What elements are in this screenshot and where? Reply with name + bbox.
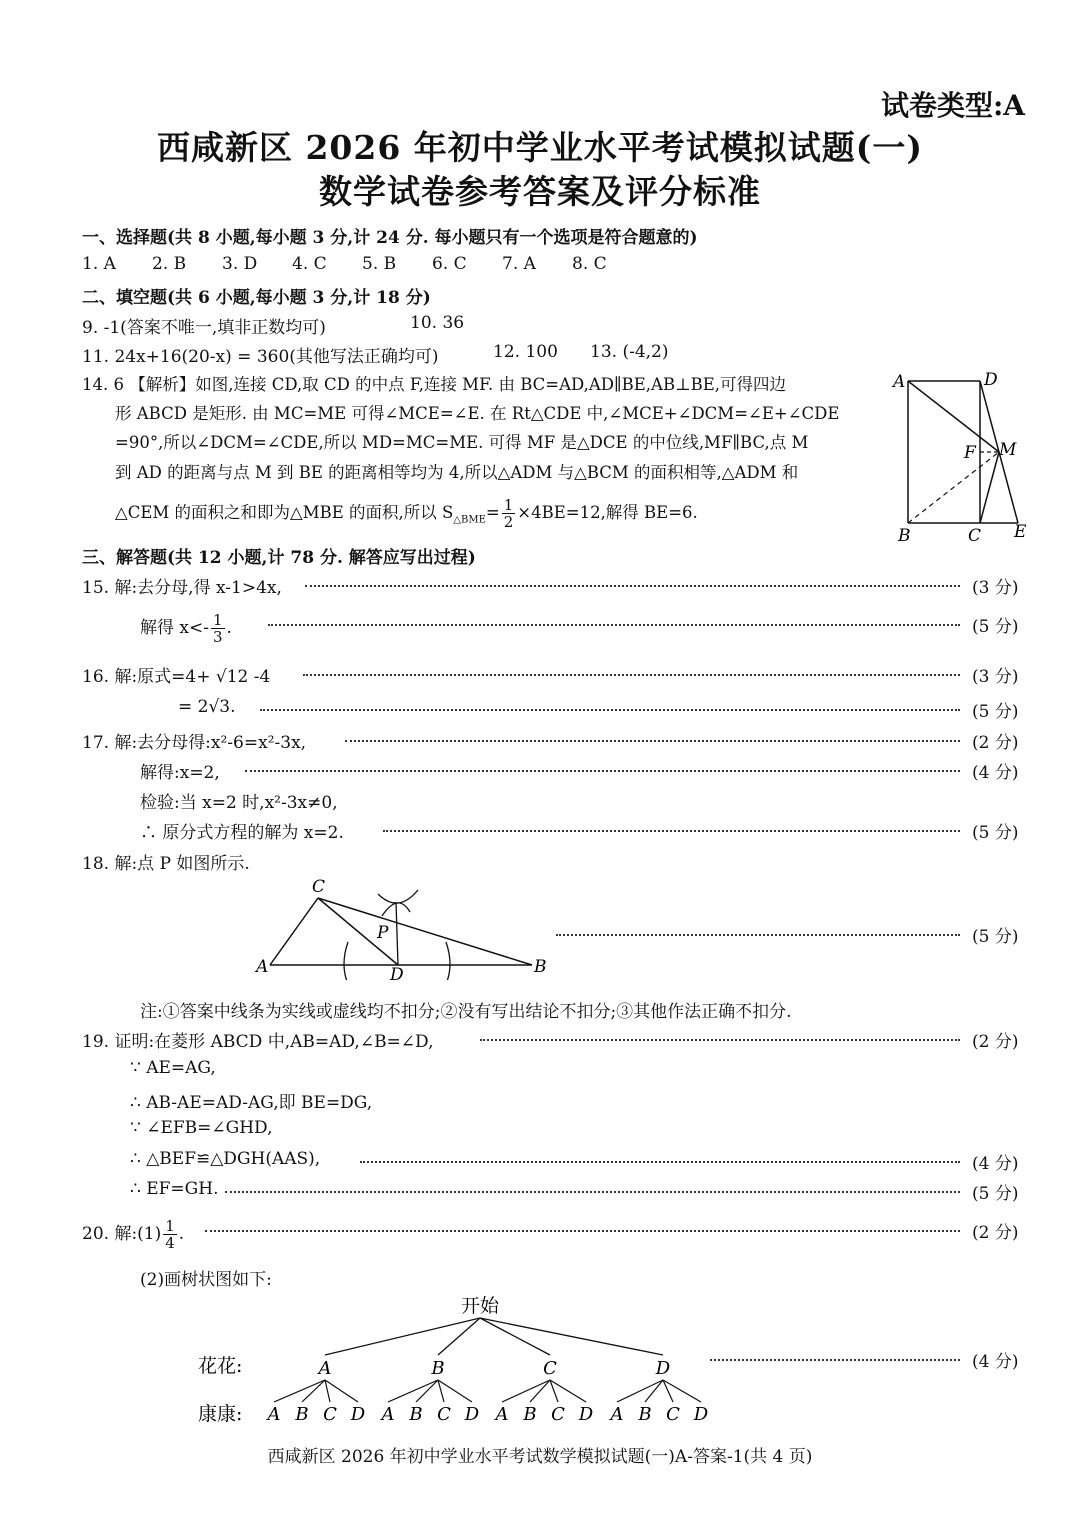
leader-dots	[480, 1027, 960, 1041]
tree-leaf: A	[495, 1404, 509, 1425]
tree-leaf: A	[381, 1404, 395, 1425]
leader-dots	[268, 612, 960, 626]
score-label: (2 分)	[972, 1223, 1019, 1243]
q14-eq: =	[485, 503, 500, 522]
tree-leaf: B	[638, 1404, 652, 1425]
leader-dots	[345, 728, 960, 742]
answer-q10: 10. 36	[410, 313, 465, 333]
score-label: (3 分)	[972, 578, 1019, 598]
mc-answer: 7. A	[502, 254, 536, 274]
answer-q19-line	[0, 1088, 1080, 1114]
tree-leaf: D	[464, 1404, 480, 1425]
score-label: (4 分)	[972, 1352, 1019, 1372]
q19-text: ∴ AB-AE=AD-AG,即 BE=DG,	[130, 1093, 373, 1113]
leader-dots	[305, 573, 960, 587]
answer-q13: 13. (-4,2)	[590, 342, 669, 362]
tree-leaf: A	[610, 1404, 624, 1425]
tree-leaf: B	[523, 1404, 537, 1425]
score-label: (5 分)	[972, 927, 1019, 947]
tree-leaf: D	[578, 1404, 594, 1425]
q17-text: 解得:x=2,	[140, 763, 220, 783]
leader-dots	[556, 922, 960, 936]
tree-leaf: D	[693, 1404, 709, 1425]
mc-answer: 3. D	[222, 254, 258, 274]
q19-text: ∵ ∠EFB=∠GHD,	[130, 1118, 273, 1138]
answer-q20-line	[0, 1217, 1080, 1252]
q15-text: 15. 解:去分母,得 x-1>4x,	[82, 578, 282, 598]
answer-q20-line	[0, 1347, 1080, 1373]
score-label: (4 分)	[972, 763, 1019, 783]
tree-leaf: C	[437, 1404, 451, 1425]
q14-text: △CEM 的面积之和即为△MBE 的面积,所以 S	[115, 503, 454, 522]
q14-subscript: △BME	[453, 514, 486, 526]
tree-leaf: C	[551, 1404, 565, 1425]
answer-q11: 11. 24x+16(20-x) = 360(其他写法正确均可)	[82, 347, 439, 367]
q20-text-b: .	[178, 1224, 185, 1244]
tree-leaf: A	[267, 1404, 281, 1425]
fraction-numerator: 1	[165, 1217, 175, 1235]
page-subtitle: 数学试卷参考答案及评分标准	[319, 172, 761, 211]
fig14-label: B	[898, 526, 911, 546]
fig14-label: M	[999, 440, 1017, 460]
fig14-label: C	[968, 526, 982, 546]
tree-node: C	[543, 1358, 557, 1379]
tree-node: A	[318, 1358, 332, 1379]
q14-explanation-line: =90°,所以∠DCM=∠CDE,所以 MD=MC=ME. 可得 MF 是△DCE 的中位线,MF∥BC,点 M	[115, 433, 809, 452]
tree-leaf: C	[323, 1404, 337, 1425]
fig14-label: F	[964, 443, 976, 463]
score-label: (2 分)	[972, 733, 1019, 753]
q17-text: 17. 解:去分母得:x²-6=x²-3x,	[82, 733, 307, 753]
mc-answer: 6. C	[432, 254, 467, 274]
answer-q19-line	[0, 1027, 1080, 1053]
q19-text: ∴ EF=GH.	[130, 1179, 219, 1199]
fraction-numerator: 1	[503, 496, 514, 514]
paper-type: 试卷类型:A	[880, 89, 1025, 122]
section3-heading: 三、解答题(共 12 小题,计 78 分. 解答应写出过程)	[82, 548, 476, 568]
q15-text-b: .	[226, 618, 232, 638]
score-label: (3 分)	[972, 667, 1019, 687]
fraction	[502, 497, 516, 530]
leader-dots	[260, 697, 960, 711]
fraction-denominator: 4	[165, 1234, 175, 1252]
q16-text: = 2√3.	[178, 697, 236, 717]
fig18-label: P	[377, 923, 389, 943]
figure-q14	[888, 365, 1038, 550]
answer-q17-line	[0, 788, 1080, 814]
tree-node: D	[655, 1358, 671, 1379]
tree-node: B	[431, 1358, 445, 1379]
fig18-label: A	[256, 957, 269, 977]
answer-q12: 12. 100	[493, 342, 558, 362]
mc-answer: 1. A	[82, 254, 116, 274]
q16-text: 16. 解:原式=4+ √12 -4	[82, 667, 271, 687]
fraction	[163, 1218, 177, 1251]
answer-q19-line	[0, 1118, 1080, 1144]
answer-q14: 14. 6 【解析】如图,连接 CD,取 CD 的中点 F,连接 MF. 由 BC=AD,AD∥BE,AB⊥BE,可得四边	[82, 375, 787, 394]
q20-text	[82, 1218, 184, 1251]
leader-dots	[360, 1149, 960, 1163]
fig14-label: E	[1014, 522, 1027, 542]
tree-leaf: B	[409, 1404, 423, 1425]
tree-root: 开始	[460, 1295, 500, 1317]
q19-text: ∵ AE=AG,	[130, 1058, 216, 1078]
score-label: (5 分)	[972, 1184, 1019, 1204]
leader-dots	[383, 818, 960, 832]
q14-text: ×4BE=12,解得 BE=6.	[517, 503, 698, 522]
page-title: 西咸新区 2026 年初中学业水平考试模拟试题(一)	[156, 128, 924, 167]
answer-q17-line	[0, 728, 1080, 754]
fraction	[211, 612, 225, 645]
answer-q20-part2: (2)画树状图如下:	[140, 1270, 272, 1290]
tree-row-label: 康康:	[198, 1403, 243, 1425]
page-footer: 西咸新区 2026 年初中学业水平考试数学模拟试题(一)A-答案-1(共 4 页)	[267, 1447, 813, 1467]
answer-q18: 18. 解:点 P 如图所示.	[82, 854, 250, 874]
leader-dots	[205, 1218, 960, 1232]
fraction-numerator: 1	[212, 611, 223, 629]
leader-dots	[245, 758, 960, 772]
tree-leaf: C	[666, 1404, 680, 1425]
leader-dots	[225, 1179, 960, 1193]
answer-q16-line	[0, 662, 1080, 688]
q15-text	[140, 612, 232, 645]
q19-text: ∴ △BEF≌△DGH(AAS),	[130, 1149, 321, 1169]
section1-heading: 一、选择题(共 8 小题,每小题 3 分,计 24 分. 每小题只有一个选项是符合题意的)	[82, 228, 698, 248]
score-label: (5 分)	[972, 823, 1019, 843]
answer-q15-line	[0, 611, 1080, 646]
leader-dots	[303, 662, 960, 676]
q14-explanation-line: 到 AD 的距离与点 M 到 BE 的距离相等均为 4,所以△ADM 与△BCM 的面积相等,△ADM 和	[115, 463, 799, 482]
q18-note: 注:①答案中线条为实线或虚线均不扣分;②没有写出结论不扣分;③其他作法正确不扣分.	[140, 1002, 792, 1022]
answer-q18-line	[0, 922, 1080, 948]
answer-q17-line	[0, 818, 1080, 844]
tree-leaf: B	[295, 1404, 309, 1425]
answer-q9: 9. -1(答案不唯一,填非正数均可)	[82, 318, 326, 338]
q19-text: 19. 证明:在菱形 ABCD 中,AB=AD,∠B=∠D,	[82, 1032, 434, 1052]
mc-answer: 2. B	[152, 254, 187, 274]
fig18-label: B	[534, 957, 547, 977]
fig14-label: A	[893, 372, 906, 392]
mc-answer: 8. C	[572, 254, 607, 274]
leader-dots	[710, 1347, 960, 1361]
q20-text-a: 20. 解:(1)	[82, 1224, 162, 1244]
fig18-label: D	[390, 965, 404, 980]
section2-heading: 二、填空题(共 6 小题,每小题 3 分,计 18 分)	[82, 288, 431, 308]
q15-text-a: 解得 x<-	[140, 618, 209, 638]
answer-q19-line	[0, 1179, 1080, 1205]
fig14-label: D	[984, 370, 998, 390]
q14-explanation-line	[115, 497, 698, 530]
fraction-denominator: 2	[503, 513, 514, 531]
score-label: (4 分)	[972, 1154, 1019, 1174]
score-label: (5 分)	[972, 702, 1019, 722]
q17-text: 检验:当 x=2 时,x²-3x≠0,	[140, 793, 338, 813]
score-label: (5 分)	[972, 617, 1019, 637]
answer-q16-line	[0, 697, 1080, 723]
fig18-label: C	[312, 877, 326, 897]
answer-q19-line	[0, 1058, 1080, 1084]
q17-text: ∴ 原分式方程的解为 x=2.	[140, 823, 344, 843]
tree-leaf: D	[350, 1404, 366, 1425]
mc-answer: 5. B	[362, 254, 397, 274]
answer-q17-line	[0, 758, 1080, 784]
score-label: (2 分)	[972, 1032, 1019, 1052]
tree-row-label: 花花:	[198, 1355, 243, 1377]
answer-q19-line	[0, 1149, 1080, 1175]
fraction-denominator: 3	[212, 628, 223, 646]
answer-q15-line	[0, 573, 1080, 599]
mc-answer: 4. C	[292, 254, 327, 274]
q14-explanation-line: 形 ABCD 是矩形. 由 MC=ME 可得∠MCE=∠E. 在 Rt△CDE 中,∠MCE+∠DCM=∠E+∠CDE	[115, 404, 840, 423]
